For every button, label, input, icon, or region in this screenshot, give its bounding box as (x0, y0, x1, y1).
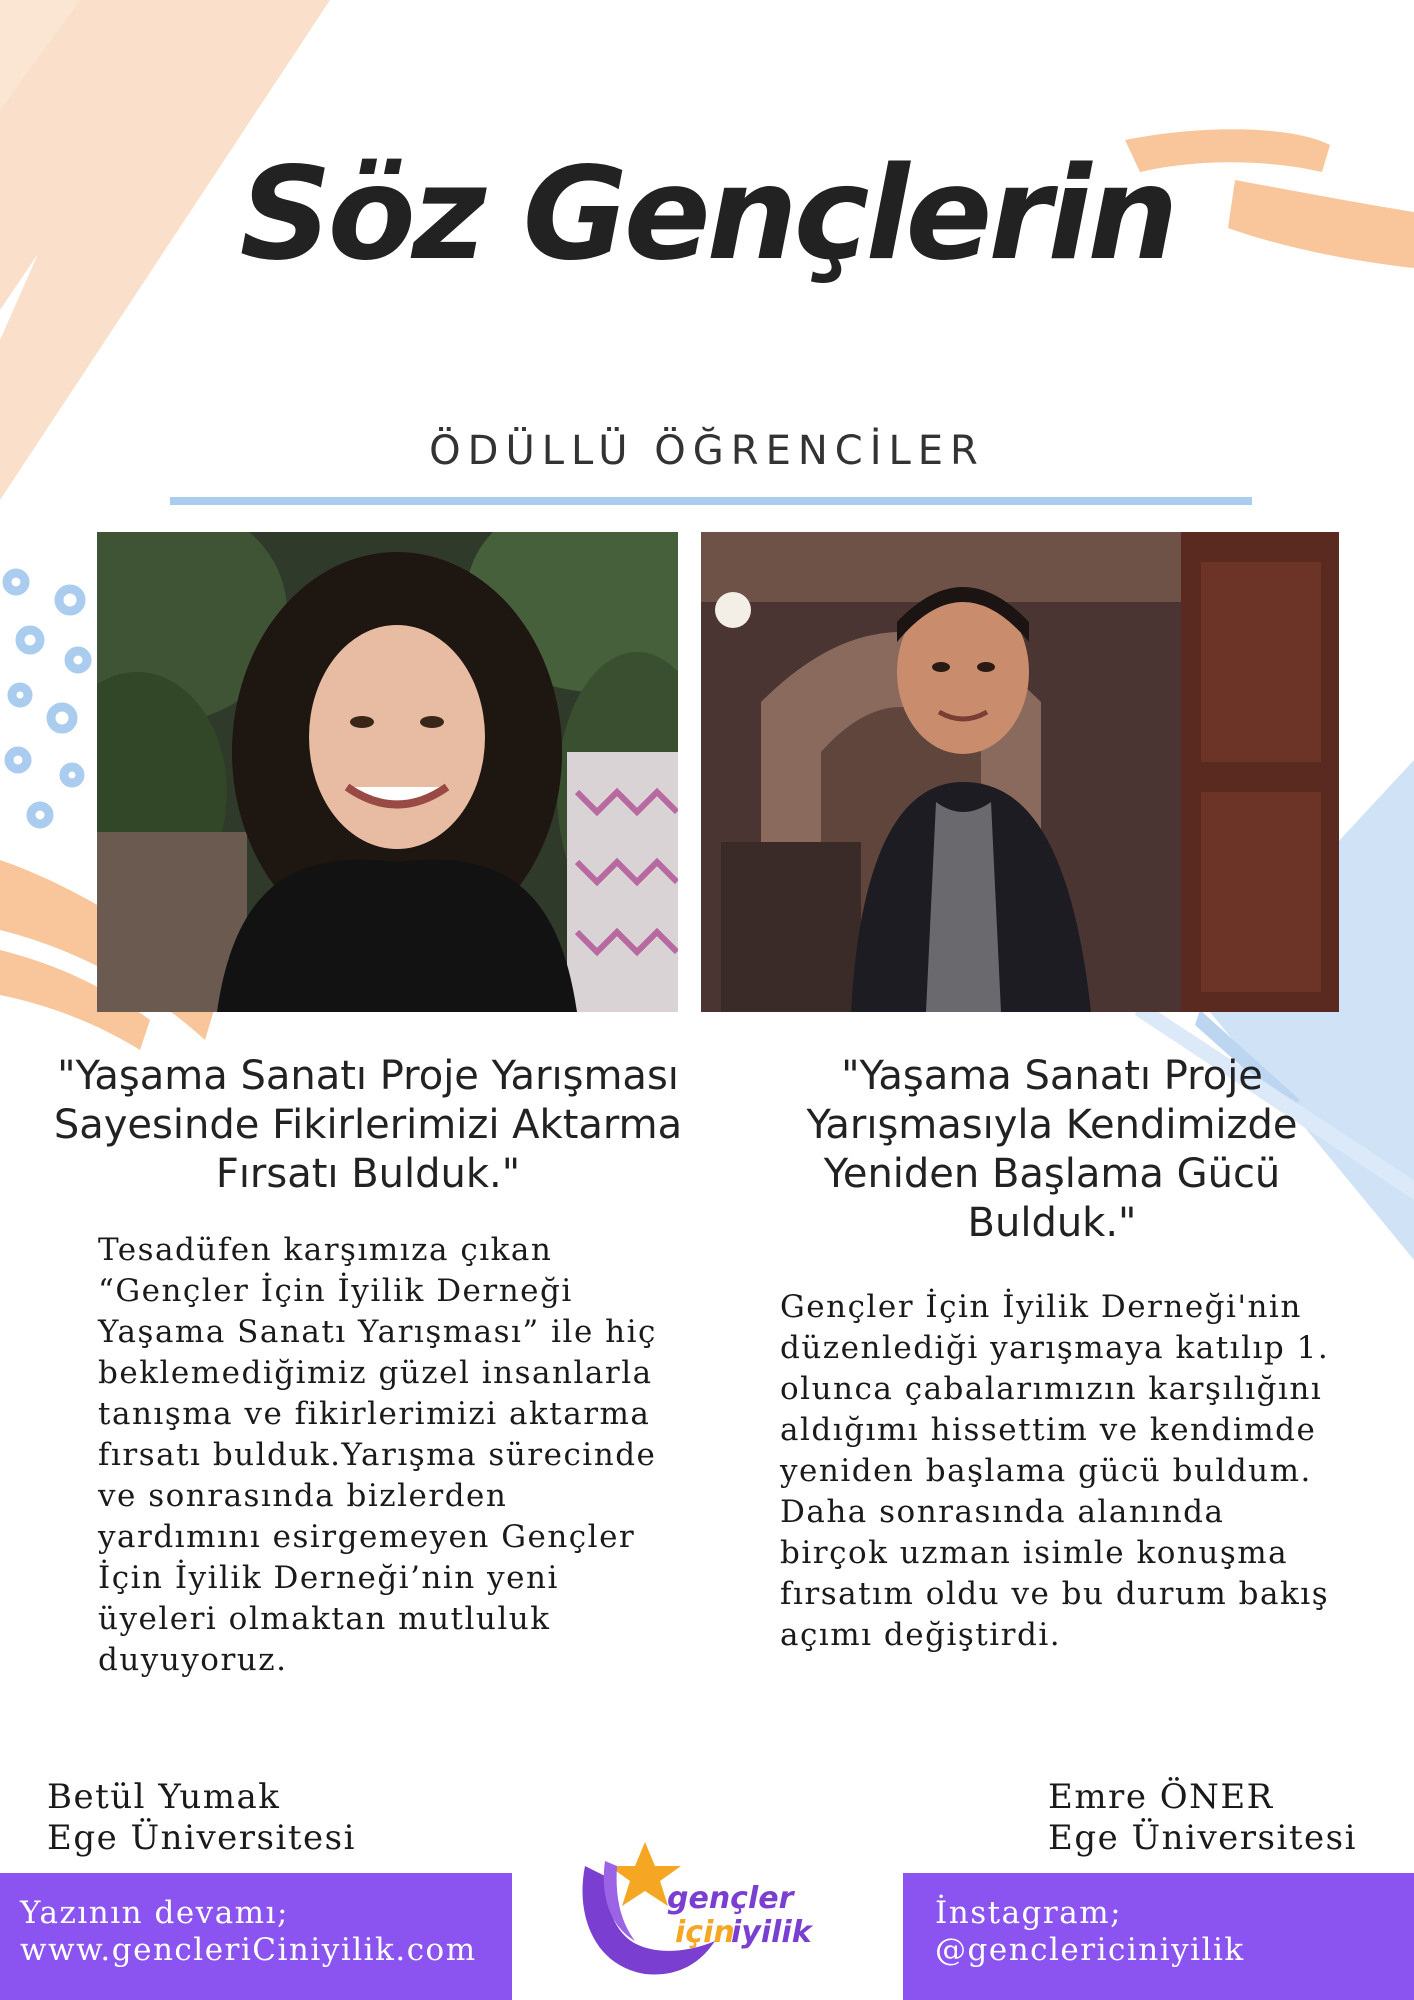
page-title: Söz Gençlerin (239, 140, 1175, 289)
logo-text-top: gençler (667, 1881, 794, 1916)
testimonial-right: Gençler İçin İyilik Derneği'nin düzenlediği yarışmaya katılıp 1. olunca çabalarımızın karşılığını aldığımı hissettim ve kendimde yeniden başlama gücü buldum. Daha sonrasında alanında birçok uzman isimle konuşma fırsatım oldu ve bu durum bakış açımı değiştirdi. (780, 1289, 1330, 1653)
instagram-link[interactable]: @genclericiniyilik (935, 1932, 1245, 1968)
author-right-name: Emre ÖNER (1048, 1777, 1274, 1817)
testimonial-left: Tesadüfen karşımıza çıkan “Gençler İçin İyilik Derneği Yaşama Sanatı Yarışması” ile hiç beklemediğimiz güzel insanlarla tanışma ve fikirlerimizi aktarma fırsatı bulduk.Yarışma sürecinde ve sonrasında bizlerden yardımını esirgemeyen Gençler İçin İyilik Derneği’nin yeni üyeleri olmaktan mutluluk duyuyoruz. (98, 1232, 657, 1678)
author-right (1048, 1777, 1408, 1859)
logo-text-bottom-b: iyilik (731, 1915, 812, 1950)
quote-right: "Yaşama Sanatı Proje Yarışmasıyla Kendimizde Yeniden Başlama Gücü Bulduk." (806, 1053, 1298, 1246)
website-link[interactable]: www.gencleriCiniyilik.com (20, 1932, 477, 1968)
author-left-name: Betül Yumak (47, 1777, 281, 1817)
footer-left-label: Yazının devamı; (20, 1895, 289, 1931)
photo-betul (97, 532, 678, 1012)
divider-rule (170, 497, 1252, 505)
footer-left-text (20, 1895, 477, 1969)
logo-text-bottom-a: için (675, 1915, 735, 1950)
organization-logo (575, 1836, 835, 1986)
quote-left: "Yaşama Sanatı Proje Yarışması Sayesinde Fikirlerimizi Aktarma Fırsatı Bulduk." (53, 1053, 683, 1197)
footer-right-text (935, 1895, 1245, 1969)
author-right-school: Ege Üniversitesi (1048, 1818, 1357, 1858)
section-subtitle: ÖDÜLLÜ ÖĞRENCİLER (429, 428, 985, 474)
author-left-school: Ege Üniversitesi (47, 1818, 356, 1858)
author-left (47, 1777, 447, 1859)
blue-dots (7, 573, 87, 824)
footer-right-label: İnstagram; (935, 1895, 1123, 1931)
photo-emre (701, 532, 1339, 1012)
